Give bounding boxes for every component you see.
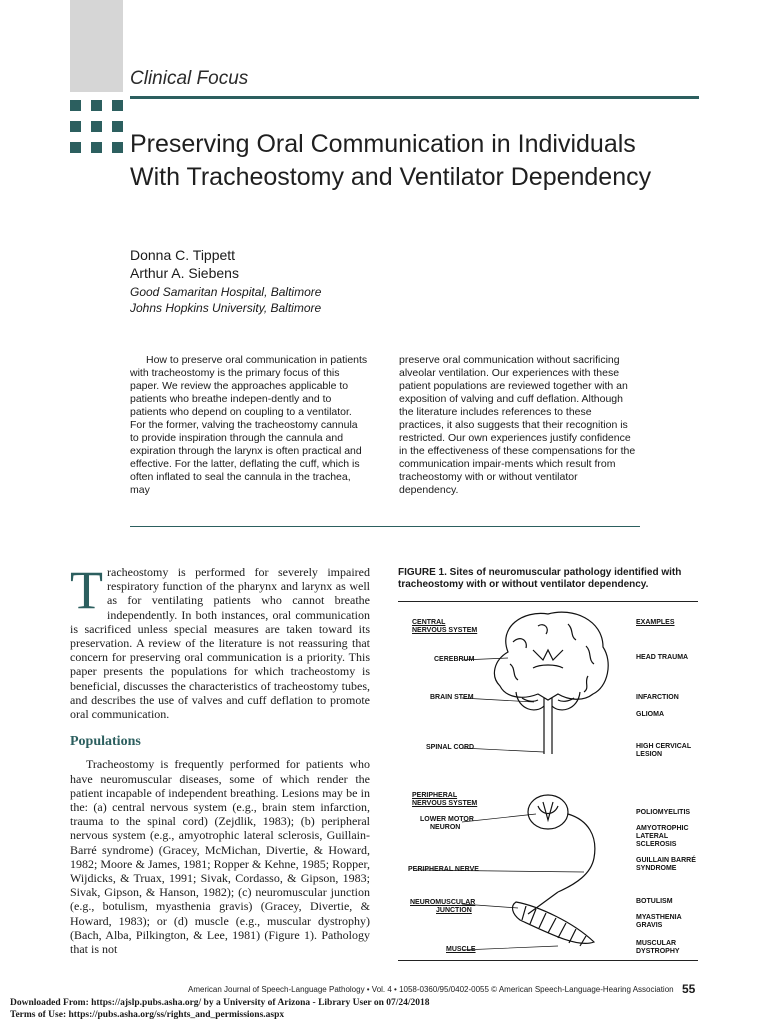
header-gray-tab xyxy=(70,0,123,92)
label-hcl-1: HIGH CERVICAL xyxy=(636,743,692,750)
author-list xyxy=(130,246,239,282)
figure-caption: FIGURE 1. Sites of neuromuscular pathology identified with tracheostomy with or without ventilator dependency. xyxy=(398,567,682,590)
label-peripheral-nerve: PERIPHERAL NERVE xyxy=(408,866,479,873)
article-title xyxy=(130,128,710,194)
label-als-3: SCLEROSIS xyxy=(636,841,677,848)
label-botulism: BOTULISM xyxy=(636,898,673,905)
label-brain-stem: BRAIN STEM xyxy=(430,694,474,701)
affiliation-list xyxy=(130,284,321,316)
label-nmj-2: JUNCTION xyxy=(436,907,472,914)
populations-paragraph: Tracheostomy is frequently performed for patients who have neuromuscular diseases, some of which render the patient incapable of independent breathing. Lesions may be in the: (a) central nervous system (e.g., brain stem infarction, trauma to the spinal cord) (Zejdlik, 1983); (b) peripheral nervous system (e.g., amyotrophic lateral sclerosis, Guillain-Barré syndrome) (Gracey, McMichan, Divertie, & Howard, 1982; Moore & James, 1981; Ropper & Kehne, 1985; Ropper, Wijdicks, & Truax, 1991; Sivak, Cordasso, & Gipson, 1983; Sivak, Gipson, & Hanson, 1982); (c) neuromuscular junction (e.g., botulism, myasthenia gravis) (Gracey, Divertie, & Howard, 1983); or (d) muscle (e.g., muscular dystrophy) (Bach, Alba, Pilkington, & Lee, 1981) (Figure 1). Pathology that is not xyxy=(70,757,370,957)
section-heading: Populations xyxy=(70,734,141,750)
abstract-divider xyxy=(130,526,640,527)
label-pns-1: PERIPHERAL xyxy=(412,792,458,799)
body-column xyxy=(70,560,370,957)
abstract-column-1: How to preserve oral communication in patients with tracheostomy is the primary focus of this paper. We review the approaches applicable to patients who breathe indepen-dently and to patients who depend on coupling to a ventilator. For the former, valving the tracheostomy cannula to provide inspiration through the cannula and expiration through the larynx is often practical and effective. For the latter, deflating the cuff, which is often inflated to seal the cannula in the trachea, may xyxy=(130,354,368,496)
brain-stem-drawing xyxy=(516,692,580,710)
author-name: Arthur A. Siebens xyxy=(130,265,239,281)
figure-bottom-rule xyxy=(398,960,698,961)
affiliation: Johns Hopkins University, Baltimore xyxy=(130,301,322,315)
label-hcl-2: LESION xyxy=(636,751,663,758)
abstract-column-2: preserve oral communication without sacrificing alveolar ventilation. Our experiences with these patient populations are reviewed together with an exposition of valving and cuff deflation. Although the literature includes references to these practices, it also suggests that their recognition is restricted. Our own experiences justify confidence in the effectiveness of these compensations for the communication impair-ments which result from tracheostomy with or without ventilator dependency. xyxy=(399,354,636,496)
peripheral-nerve-drawing xyxy=(558,814,595,892)
label-lmn-1: LOWER MOTOR xyxy=(420,816,474,823)
label-spinal-cord: SPINAL CORD xyxy=(426,744,475,751)
label-glioma: GLIOMA xyxy=(636,711,664,718)
label-als-2: LATERAL xyxy=(636,833,669,840)
label-gbs-1: GUILLAIN BARRÉ xyxy=(636,857,696,864)
label-infarction: INFARCTION xyxy=(636,694,679,701)
label-mg-2: GRAVIS xyxy=(636,922,663,929)
author-name: Donna C. Tippett xyxy=(130,247,236,263)
label-als-1: AMYOTROPHIC xyxy=(636,825,689,832)
spinal-cross-section xyxy=(528,795,568,829)
intro-paragraph xyxy=(70,560,370,722)
label-pns-2: NERVOUS SYSTEM xyxy=(412,800,478,807)
drop-cap: T xyxy=(70,560,103,620)
label-mg-1: MYASTHENIA xyxy=(636,914,682,921)
intro-text: racheostomy is performed for severely impaired respiratory function of the pharynx and larynx as well as for ventilating patients who cannot breathe independently. In both instances, oral communication is sacrificed unless special measures are taken toward its preservation. A review of the literature is not reassuring that concern for preserving oral communication is a priority. This paper presents the populations for which tracheostomy is beneficial, discusses the characteristics of tracheostomy tubes, and describes the use of valves and cuff deflation to promote oral communication. xyxy=(70,565,370,722)
label-gbs-2: SYNDROME xyxy=(636,865,677,872)
label-md-1: MUSCULAR xyxy=(636,940,677,947)
label-cerebrum: CEREBRUM xyxy=(434,656,475,663)
label-md-2: DYSTROPHY xyxy=(636,948,680,955)
journal-footer: American Journal of Speech-Language Pathology • Vol. 4 • 1058-0360/95/0402-0055 © American Speech-Language-Hearing Association xyxy=(188,985,674,994)
title-line-2: With Tracheostomy and Ventilator Dependency xyxy=(130,163,652,191)
page-number: 55 xyxy=(682,982,696,996)
affiliation: Good Samaritan Hospital, Baltimore xyxy=(130,285,322,299)
label-polio: POLIOMYELITIS xyxy=(636,809,691,816)
label-head-trauma: HEAD TRAUMA xyxy=(636,654,689,661)
label-examples: EXAMPLES xyxy=(636,619,675,626)
terms-of-use-link[interactable]: Terms of Use: https://pubs.asha.org/ss/rights_and_permissions.aspx xyxy=(10,1010,285,1020)
label-nmj-1: NEUROMUSCULAR xyxy=(410,899,476,906)
title-line-1: Preserving Oral Communication in Individuals xyxy=(130,130,636,158)
header-rule xyxy=(130,96,699,99)
label-lmn-2: NEURON xyxy=(430,824,461,831)
label-cns-2: NERVOUS SYSTEM xyxy=(412,627,478,634)
download-notice: Downloaded From: https://ajslp.pubs.asha.org/ by a University of Arizona - Library User on 07/24/2018 xyxy=(10,998,430,1008)
label-muscle: MUSCLE xyxy=(446,946,476,953)
section-label: Clinical Focus xyxy=(130,68,249,89)
label-cns-1: CENTRAL xyxy=(412,619,446,626)
